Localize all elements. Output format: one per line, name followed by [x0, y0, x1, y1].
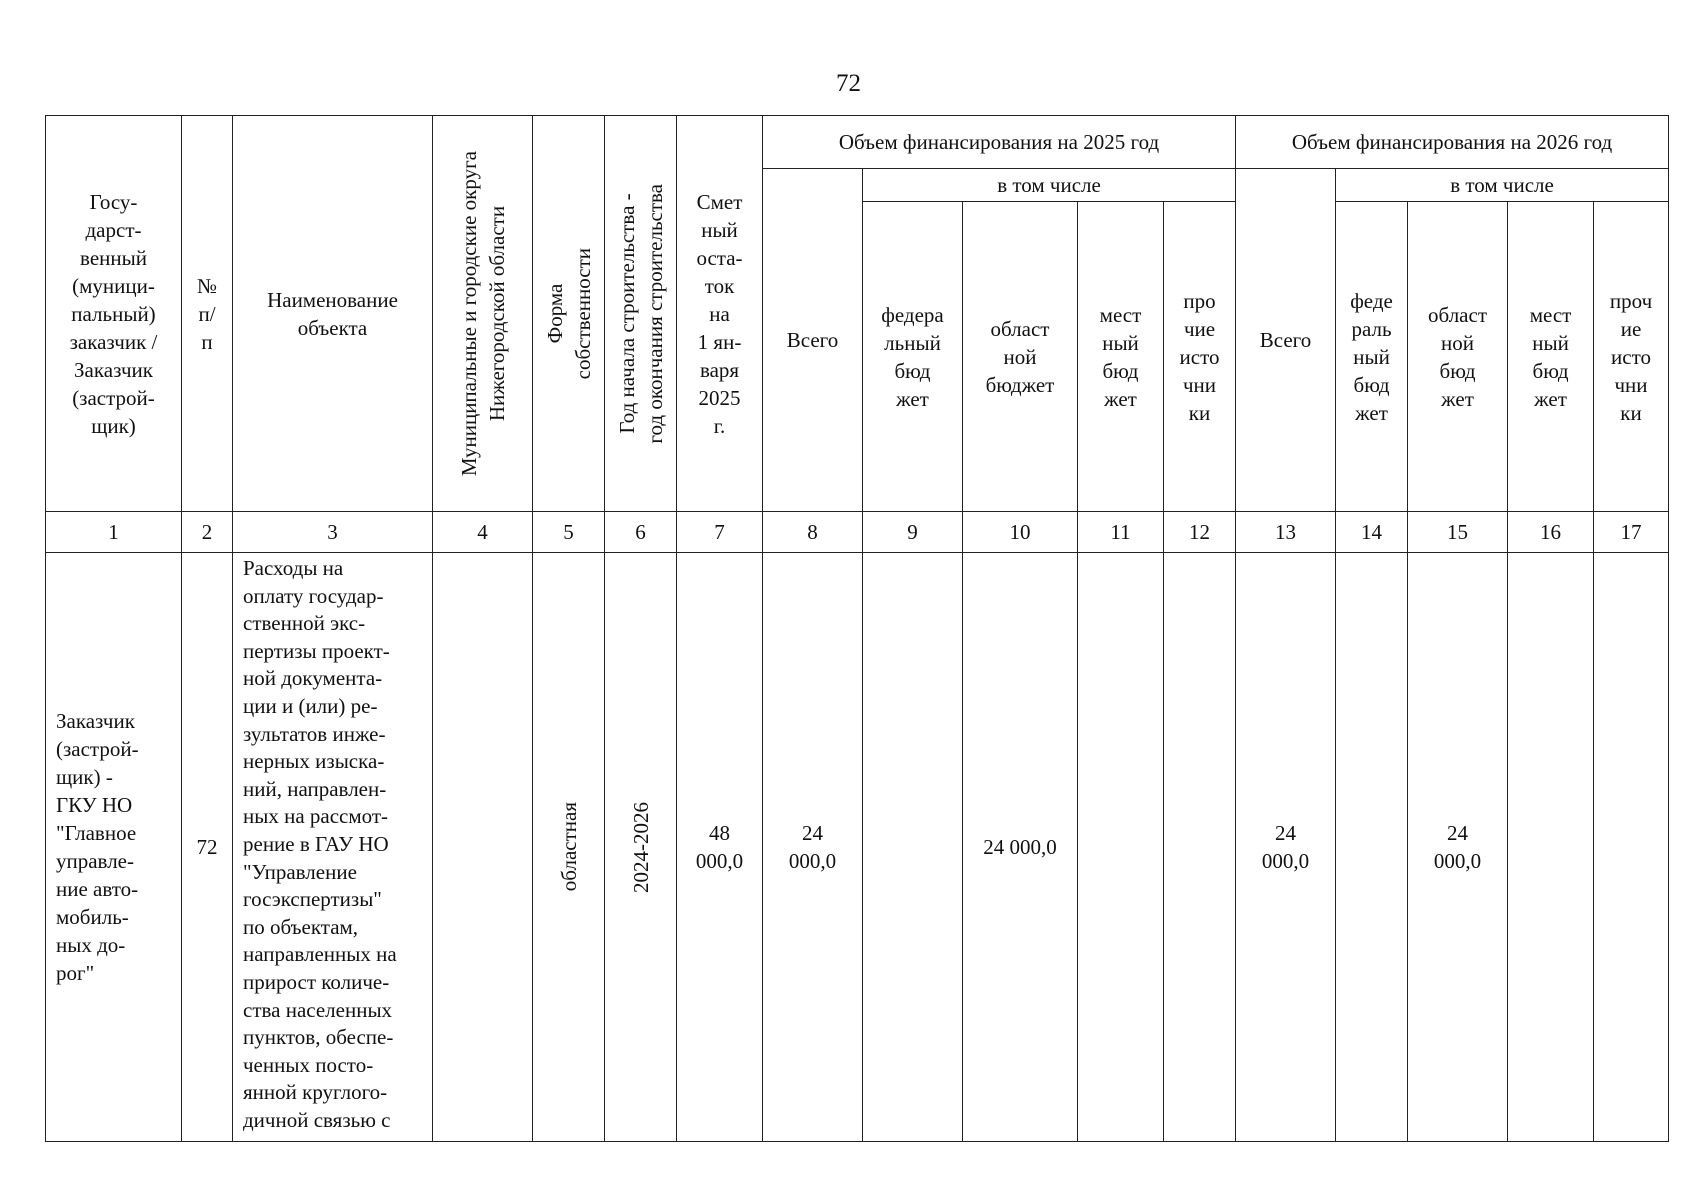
header-years — [605, 116, 677, 512]
column-number: 13 — [1236, 512, 1336, 553]
header-fed-2025: федера льный бюд жет — [863, 202, 963, 512]
cell-customer: Заказчик (застрой- щик) - ГКУ НО "Главное управле- ние авто- мобиль- ных до- рог" — [46, 553, 182, 1142]
header-customer: Госу- дарст- венный (муници- пальный) заказчик / Заказчик (застрой- щик) — [46, 116, 182, 512]
column-number: 8 — [763, 512, 863, 553]
table-row — [46, 553, 1669, 1142]
column-number: 10 — [963, 512, 1078, 553]
header-municipality — [433, 116, 533, 512]
column-number: 16 — [1508, 512, 1594, 553]
header-mest-2026: мест ный бюд жет — [1508, 202, 1594, 512]
cell-remaining: 48 000,0 — [677, 553, 763, 1142]
header-remaining: Смет ный оста- ток на 1 ян- варя 2025 г. — [677, 116, 763, 512]
cell-object-name: Расходы на оплату государ- ственной экс- пертизы проект- ной документа- ции и (или) ре- зультатов инже- нерных изыска- ний, направлен- ных на рассмот- рение в ГАУ НО "Управление госэкспертизы" по объектам, направленных на прирост количе- ства населенных пунктов, обеспе- ченных посто- янной круглого- дичной связью с — [233, 553, 433, 1142]
column-number: 1 — [46, 512, 182, 553]
header-number: № п/ п — [182, 116, 233, 512]
header-obl-2026: област ной бюд жет — [1408, 202, 1508, 512]
column-number: 4 — [433, 512, 533, 553]
header-group-2025: Объем финансирования на 2025 год — [763, 116, 1236, 169]
cell-ownership-text: областная — [556, 802, 581, 892]
header-years-text: Год начала строительства - год окончания строительства — [614, 183, 667, 444]
column-number-row — [46, 512, 1669, 553]
column-number: 6 — [605, 512, 677, 553]
cell-number: 72 — [182, 553, 233, 1142]
column-number: 12 — [1164, 512, 1236, 553]
cell-fed-2026 — [1336, 553, 1408, 1142]
column-number: 2 — [182, 512, 233, 553]
cell-years — [605, 553, 677, 1142]
header-pro-2025: про чие исто чни ки — [1164, 202, 1236, 512]
header-object-name: Наименование объекта — [233, 116, 433, 512]
header-pro-2026: проч ие исто чни ки — [1594, 202, 1669, 512]
cell-pro-2025 — [1164, 553, 1236, 1142]
page-number: 72 — [836, 70, 861, 97]
header-group-2026: Объем финансирования на 2026 год — [1236, 116, 1669, 169]
header-fed-2026: феде раль ный бюд жет — [1336, 202, 1408, 512]
cell-total-2025: 24 000,0 — [763, 553, 863, 1142]
financing-table — [45, 115, 1669, 1142]
cell-years-text: 2024-2026 — [628, 801, 653, 893]
column-number: 9 — [863, 512, 963, 553]
column-number: 14 — [1336, 512, 1408, 553]
column-number: 3 — [233, 512, 433, 553]
cell-pro-2026 — [1594, 553, 1669, 1142]
header-municipality-text: Муниципальные и городские округа Нижегородской области — [456, 150, 509, 477]
column-number: 15 — [1408, 512, 1508, 553]
cell-ownership — [533, 553, 605, 1142]
header-in-total-2026: в том числе — [1336, 169, 1669, 202]
cell-obl-2026: 24 000,0 — [1408, 553, 1508, 1142]
column-number: 7 — [677, 512, 763, 553]
header-obl-2025: област ной бюджет — [963, 202, 1078, 512]
header-in-total-2025: в том числе — [863, 169, 1236, 202]
cell-mest-2025 — [1078, 553, 1164, 1142]
column-number: 17 — [1594, 512, 1669, 553]
cell-mest-2026 — [1508, 553, 1594, 1142]
cell-obl-2025: 24 000,0 — [963, 553, 1078, 1142]
header-total-2025: Всего — [763, 169, 863, 512]
header-ownership — [533, 116, 605, 512]
column-number: 5 — [533, 512, 605, 553]
column-number: 11 — [1078, 512, 1164, 553]
cell-fed-2025 — [863, 553, 963, 1142]
header-ownership-text: Форма собственности — [542, 247, 595, 380]
cell-total-2026: 24 000,0 — [1236, 553, 1336, 1142]
header-row-1 — [46, 116, 1669, 169]
header-total-2026: Всего — [1236, 169, 1336, 512]
header-mest-2025: мест ный бюд жет — [1078, 202, 1164, 512]
cell-municipality — [433, 553, 533, 1142]
